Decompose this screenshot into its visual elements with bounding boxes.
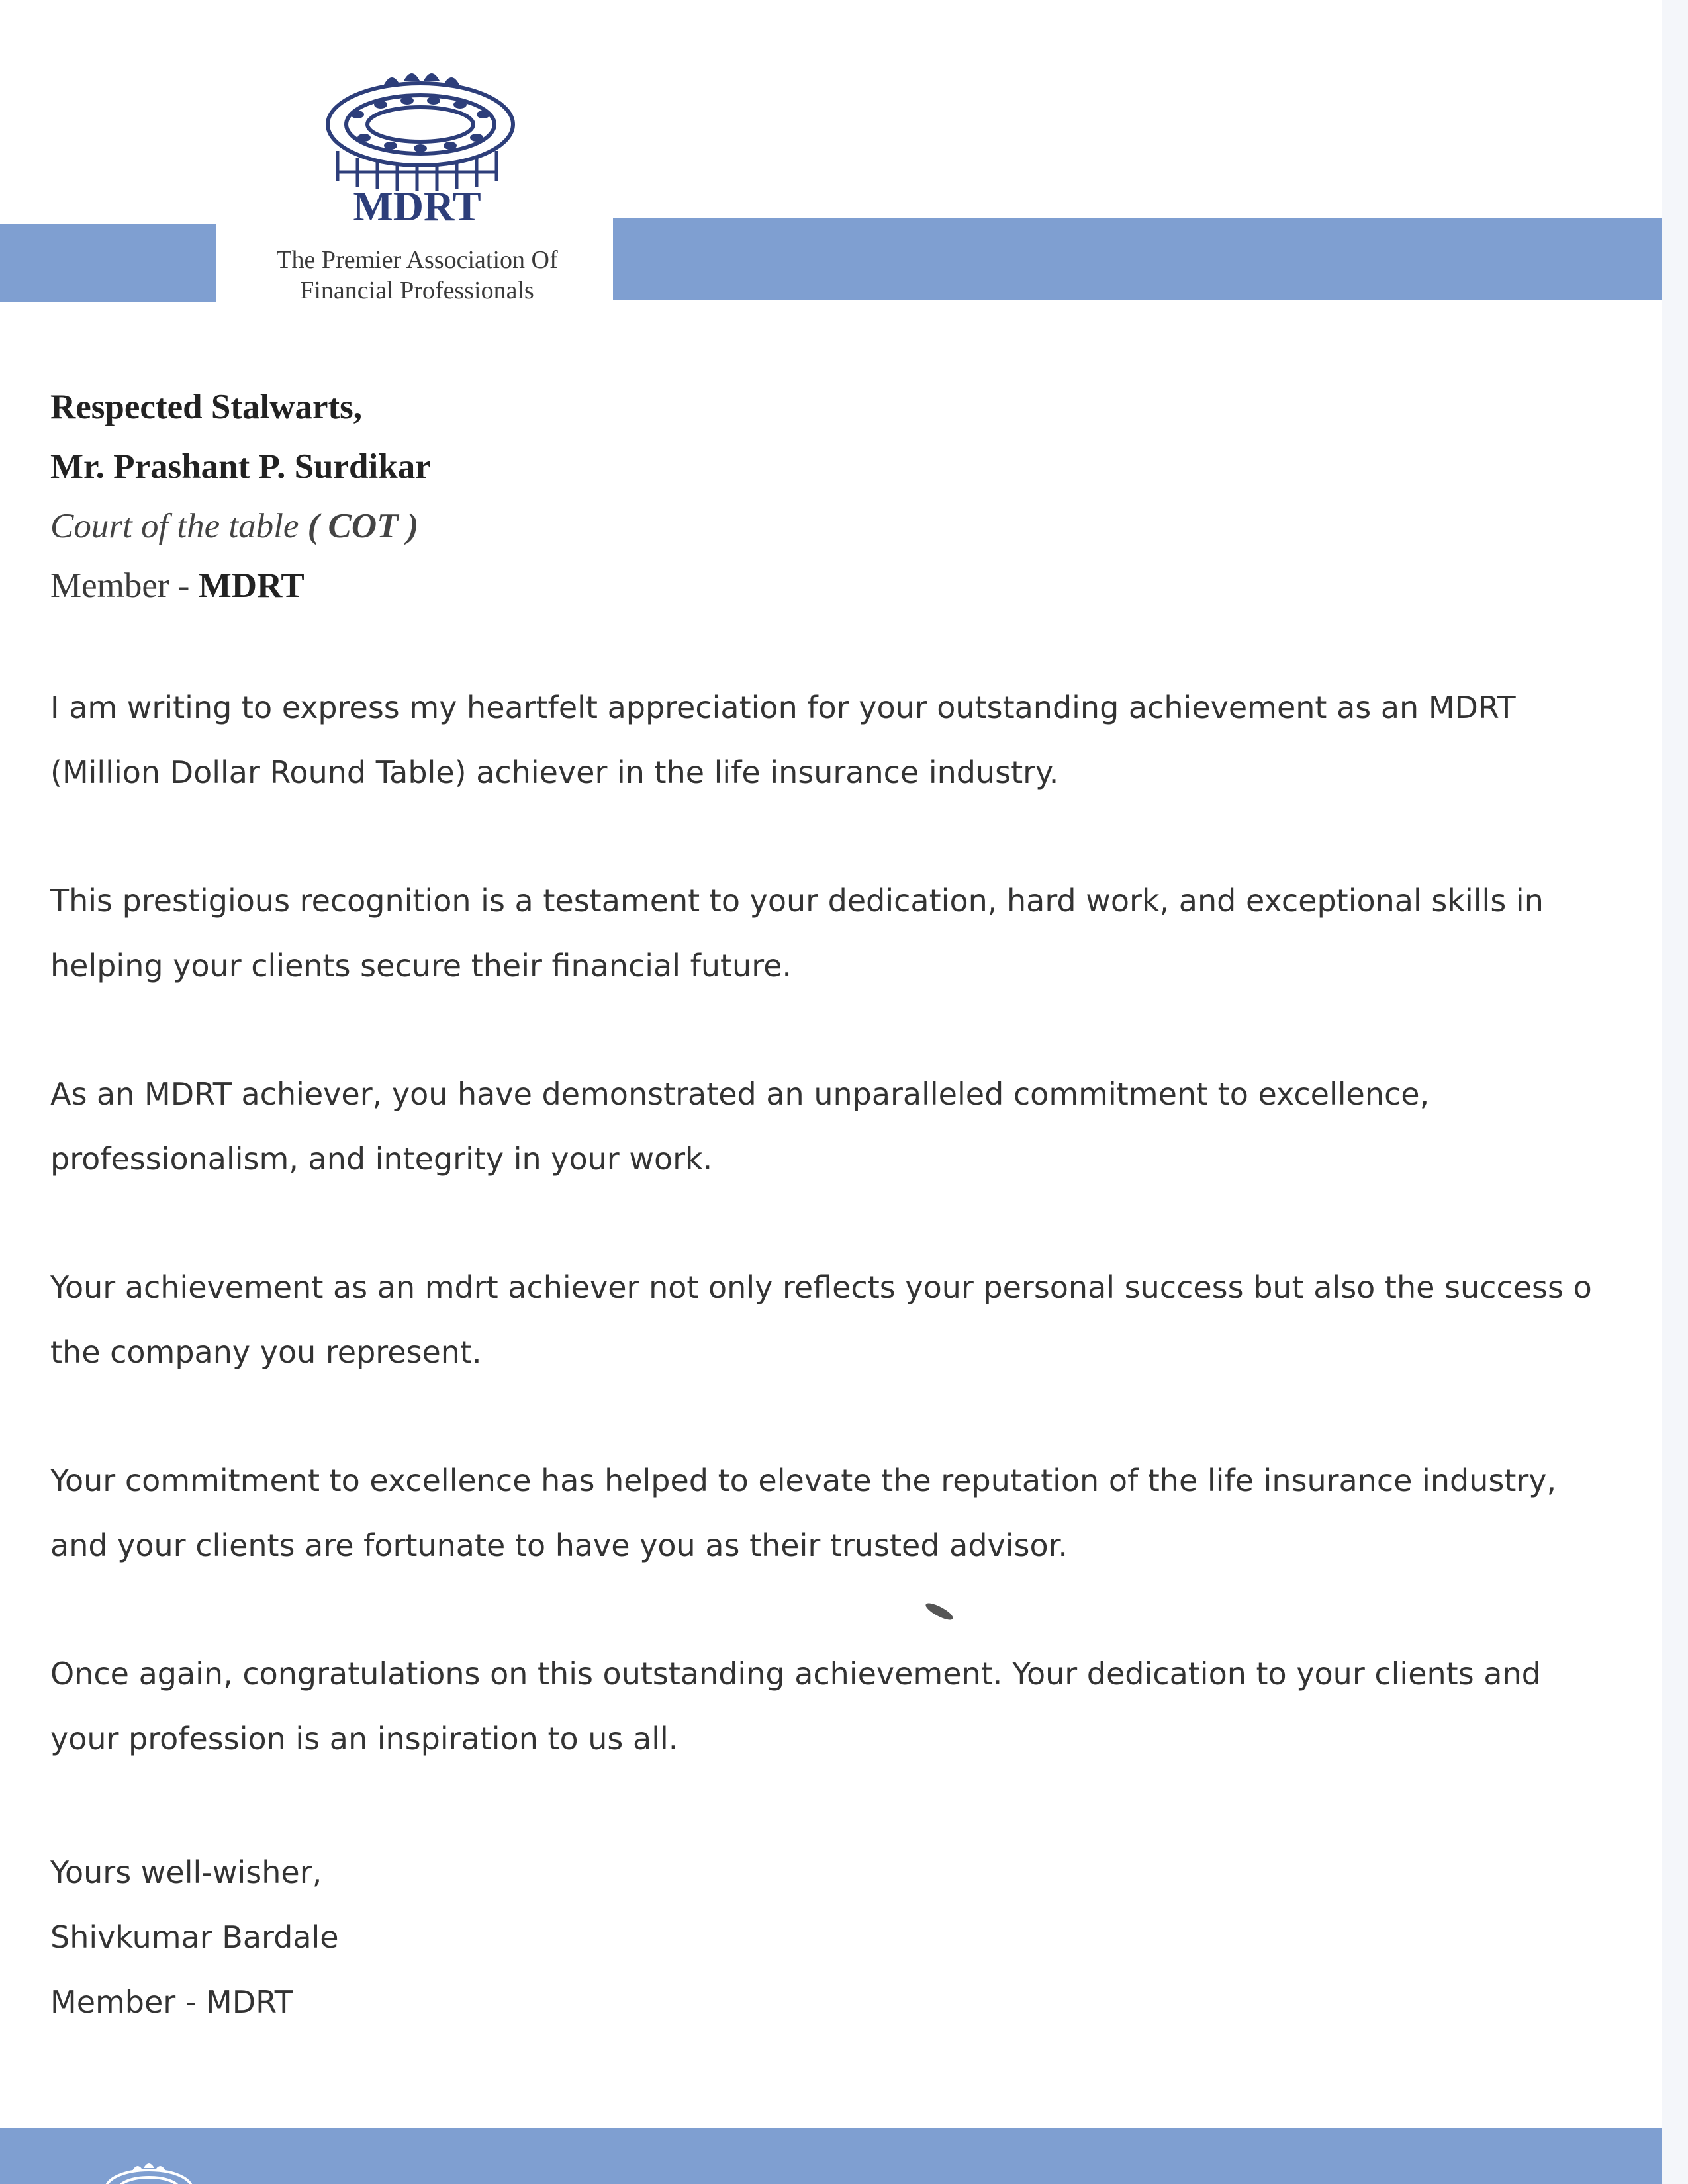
header-band-left	[0, 224, 216, 302]
header-band-right	[613, 218, 1662, 300]
paragraph-recognition	[50, 868, 1662, 998]
signoff-block	[50, 1840, 339, 2034]
paragraph-line: the company you represent.	[50, 1334, 482, 1370]
paragraph-appreciation	[50, 675, 1662, 805]
cot-text: Court of the table	[50, 507, 299, 545]
recipient-membership	[50, 556, 431, 615]
paragraph-line: your profession is an inspiration to us all.	[50, 1721, 679, 1756]
paragraph-line: As an MDRT achiever, you have demonstrated an unparalleled commitment to excellence,	[50, 1076, 1430, 1112]
paragraph-line: Your commitment to excellence has helped to elevate the reputation of the life insurance industry,	[50, 1463, 1557, 1498]
footer-logo-icon	[99, 2159, 199, 2184]
mdrt-round-table-logo	[318, 58, 523, 191]
signer-title: Member - MDRT	[50, 1984, 293, 2020]
closing: Yours well-wisher,	[50, 1854, 322, 1890]
letter-body	[50, 675, 1662, 1835]
page-edge-shadow	[1662, 0, 1688, 2184]
paragraph-congratulations	[50, 1641, 1662, 1771]
paragraph-line: Once again, congratulations on this outstanding achievement. Your dedication to your clients and	[50, 1656, 1541, 1692]
paragraph-commitment	[50, 1062, 1662, 1191]
paragraph-line: This prestigious recognition is a testament to your dedication, hard work, and exceptional skills in	[50, 883, 1544, 919]
signer-name: Shivkumar Bardale	[50, 1919, 339, 1955]
paragraph-reputation	[50, 1448, 1662, 1578]
paragraph-success	[50, 1255, 1662, 1385]
recipient-rank	[50, 496, 431, 556]
paragraph-line: I am writing to express my heartfelt appreciation for your outstanding achievement as an MDRT	[50, 690, 1516, 725]
recipient-block	[50, 377, 431, 615]
recipient-name: Mr. Prashant P. Surdikar	[50, 447, 431, 486]
member-prefix: Member -	[50, 567, 199, 605]
member-org: MDRT	[198, 567, 305, 605]
paragraph-line: (Million Dollar Round Table) achiever in the life insurance industry.	[50, 754, 1059, 790]
tagline-line-1: The Premier Association Of	[276, 246, 558, 274]
salutation: Respected Stalwarts,	[50, 388, 363, 426]
paragraph-line: helping your clients secure their financial future.	[50, 948, 792, 983]
footer-band	[0, 2128, 1662, 2184]
tagline-line-2: Financial Professionals	[300, 277, 534, 304]
paragraph-line: Your achievement as an mdrt achiever not only reflects your personal success but also the success o	[50, 1269, 1592, 1305]
logo-title: MDRT	[353, 183, 481, 230]
logo-tagline	[225, 245, 609, 306]
paragraph-line: and your clients are fortunate to have you as their trusted advisor.	[50, 1527, 1068, 1563]
cot-abbr: ( COT )	[307, 507, 419, 545]
paragraph-line: professionalism, and integrity in your work.	[50, 1141, 713, 1177]
